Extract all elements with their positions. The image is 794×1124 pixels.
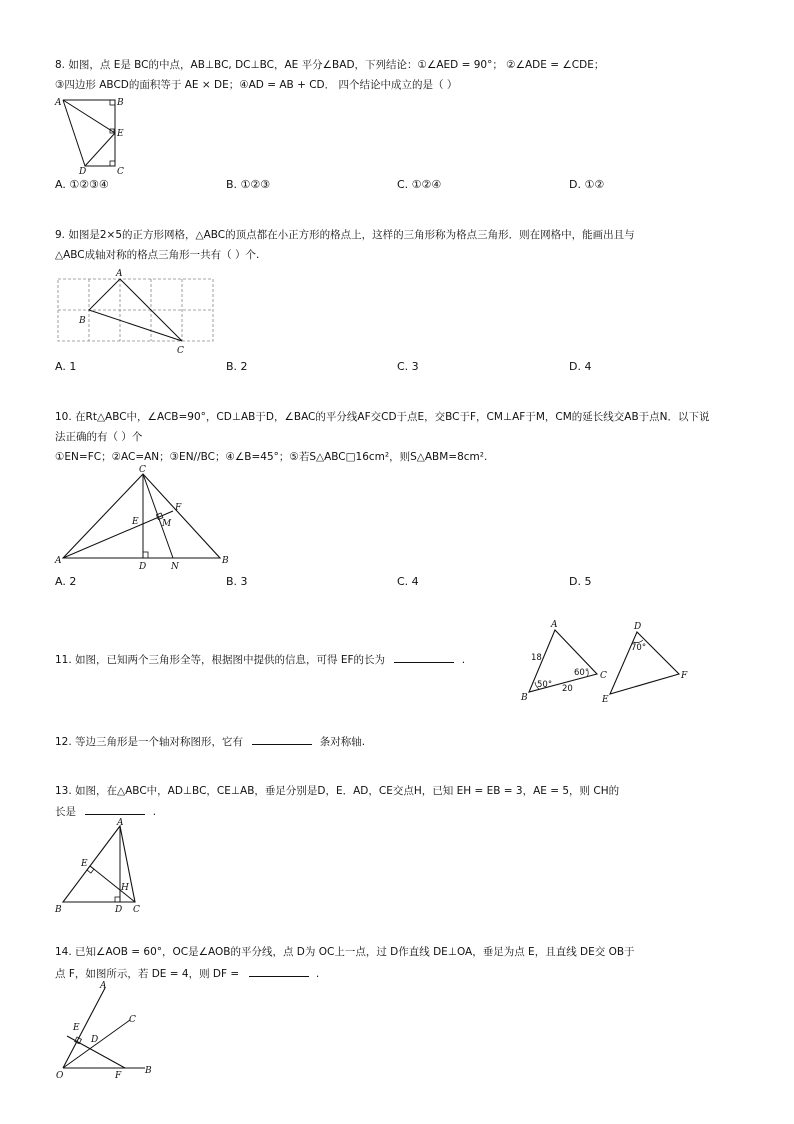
q8-label-a: A (55, 98, 62, 108)
q14-answer-blank[interactable] (249, 966, 309, 977)
q11-line (55, 652, 465, 667)
q9-label-b: B (79, 316, 86, 326)
q14-text-2: 点 F，如图所示，若 DE = 4，则 DF = (55, 968, 240, 980)
q8-option-d[interactable]: D. ①② (569, 178, 605, 191)
q10-line-2: 法正确的有（ ）个 (55, 431, 143, 443)
q9-option-a[interactable]: A. 1 (55, 360, 77, 373)
q11-text: 11. 如图，已知两个三角形全等，根据图中提供的信息，可得 EF的长为 (55, 654, 386, 666)
q10-option-d[interactable]: D. 5 (569, 575, 592, 588)
q13-line-1: 13. 如图，在△ABC中，AD⊥BC，CE⊥AB，垂足分别是D，E．AD，CE交点H，已知 EH = EB = 3，AE = 5，则 CH的 (55, 785, 620, 797)
q13-label-e: E (81, 859, 88, 869)
q10-label-f: F (175, 503, 182, 513)
q8-option-a[interactable]: A. ①②③④ (55, 178, 109, 191)
q12-line (55, 734, 365, 749)
q11-label-60: 60° (574, 668, 590, 678)
q14-label-d: D (91, 1035, 99, 1045)
q11-answer-blank[interactable] (394, 652, 454, 663)
q13-tail: . (152, 806, 157, 818)
q9-figure (55, 265, 220, 357)
q10-label-a: A (55, 556, 62, 566)
q9-line-2: △ABC成轴对称的格点三角形一共有（ ）个. (55, 249, 260, 261)
q11-label-b: B (521, 693, 528, 703)
q14-label-o: O (56, 1071, 64, 1081)
q14-label-a: A (100, 981, 107, 991)
q10-label-e: E (132, 517, 139, 527)
q10-line-3: ①EN=FC；②AC=AN；③EN//BC；④∠B=45°；⑤若S△ABC□16cm²，则S△ABM=8cm². (55, 451, 488, 463)
q9-label-a: A (116, 269, 123, 279)
q9-label-c: C (177, 346, 184, 356)
q12-tail: 条对称轴. (319, 736, 366, 748)
q11-label-e: E (602, 695, 609, 705)
q10-label-m: M (162, 519, 172, 529)
q14-label-c: C (129, 1015, 136, 1025)
q11-figure (515, 616, 695, 706)
q8-label-b: B (117, 98, 124, 108)
q10-option-a[interactable]: A. 2 (55, 575, 77, 588)
q13-answer-blank[interactable] (85, 804, 145, 815)
q13-label-d: D (115, 905, 123, 915)
q8-option-b[interactable]: B. ①②③ (226, 178, 271, 191)
q8-label-d: D (79, 167, 87, 177)
q8-line-2: ③四边形 ABCD的面积等于 AE × DE；④AD = AB + CD． 四个结论中成立的是（ ） (55, 79, 458, 91)
q12-answer-blank[interactable] (252, 734, 312, 745)
q8-figure (55, 96, 135, 176)
q13-figure (55, 818, 155, 918)
q13-label-h: H (121, 883, 129, 893)
q13-line-2 (55, 804, 156, 819)
q8-label-e: E (117, 129, 124, 139)
q10-label-n: N (171, 562, 179, 572)
q11-label-c: C (600, 671, 607, 681)
q13-label-a: A (117, 818, 124, 828)
q8-line-1: 8. 如图，点 E是 BC的中点，AB⊥BC, DC⊥BC，AE 平分∠BAD，下列结论：①∠AED = 90°； ②∠ADE = ∠CDE； (55, 59, 605, 71)
q9-option-b[interactable]: B. 2 (226, 360, 248, 373)
q14-label-f: F (115, 1071, 122, 1081)
q9-option-d[interactable]: D. 4 (569, 360, 592, 373)
q10-label-b: B (222, 556, 229, 566)
q11-label-70: 70° (631, 643, 647, 653)
q10-label-c: C (139, 465, 146, 475)
q13-label-b: B (55, 905, 62, 915)
q12-text: 12. 等边三角形是一个轴对称图形，它有 (55, 736, 244, 748)
q10-label-d: D (139, 562, 147, 572)
q10-line-1: 10. 在Rt△ABC中，∠ACB=90°，CD⊥AB于D，∠BAC的平分线AF交CD于点E，交BC于F，CM⊥AF于M，CM的延长线交AB于点N．以下说 (55, 411, 710, 423)
q10-option-c[interactable]: C. 4 (397, 575, 419, 588)
q13-label-c: C (133, 905, 140, 915)
q8-label-c: C (117, 167, 124, 177)
q14-line-2 (55, 966, 319, 981)
q11-label-d: D (634, 622, 642, 632)
q9-line-1: 9. 如图是2×5的正方形网格，△ABC的顶点都在小正方形的格点上，这样的三角形称为格点三角形．则在网格中，能画出且与 (55, 229, 635, 241)
q11-tail: . (461, 654, 466, 666)
q10-option-b[interactable]: B. 3 (226, 575, 248, 588)
q8-option-c[interactable]: C. ①②④ (397, 178, 442, 191)
q11-label-50: 50° (537, 680, 553, 690)
q9-option-c[interactable]: C. 3 (397, 360, 419, 373)
q14-figure (55, 980, 165, 1082)
q13-text-2: 长是 (55, 806, 76, 818)
q11-label-f: F (681, 671, 688, 681)
q14-label-b: B (145, 1066, 152, 1076)
q11-label-a: A (551, 620, 558, 630)
q11-label-18: 18 (531, 653, 542, 663)
q14-line-1: 14. 已知∠AOB = 60°，OC是∠AOB的平分线，点 D为 OC上一点，过 D作直线 DE⊥OA，垂足为点 E，且直线 DE交 OB于 (55, 946, 635, 958)
q14-tail: . (315, 968, 320, 980)
q11-label-20: 20 (562, 684, 573, 694)
q14-label-e: E (73, 1023, 80, 1033)
q10-figure (55, 466, 240, 572)
